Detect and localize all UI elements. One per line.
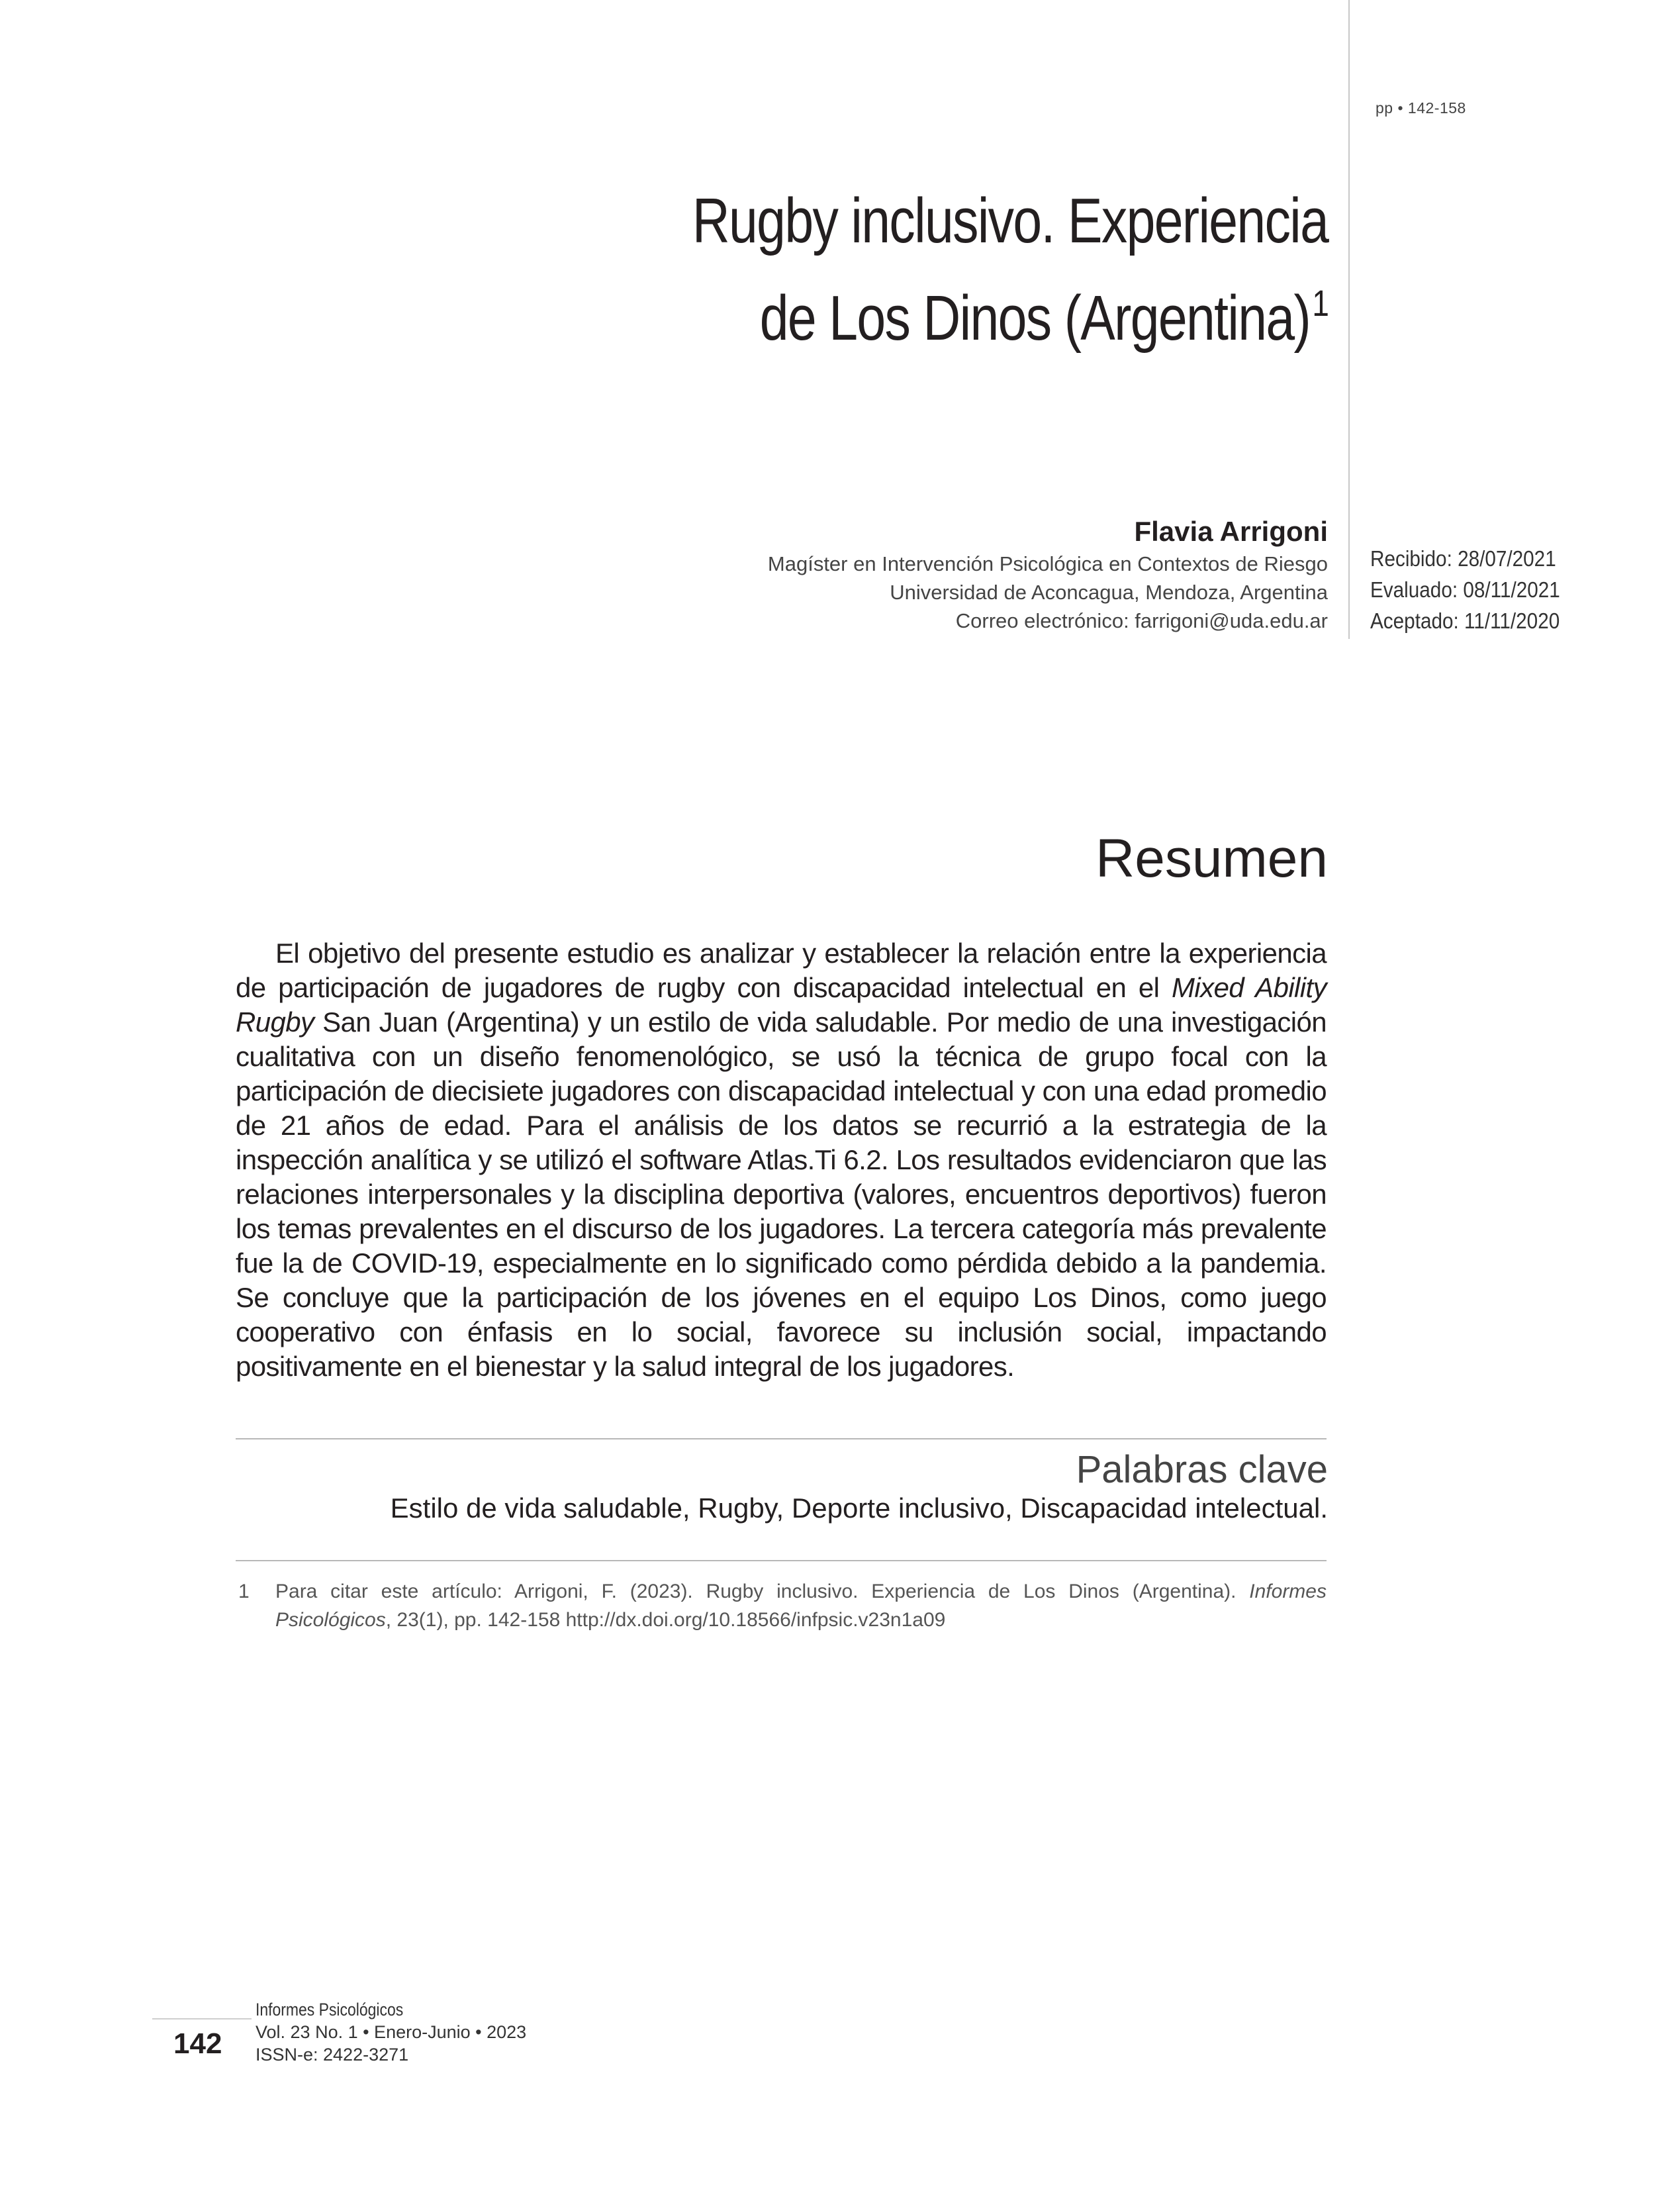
vertical-rule bbox=[1348, 0, 1350, 639]
submission-dates bbox=[1370, 543, 1560, 636]
abstract-text-2: San Juan (Argentina) y un estilo de vida saludable. Por medio de una investigación cualitativa con un diseño fenomenológico, se usó la técnica de grupo focal con la participación de diecisiete jugadores con discapacidad intelectual y con una edad promedio de 21 años de edad. Para el análisis de los datos se recurrió a la estrategia de la inspección analítica y se utilizó el software Atlas.Ti 6.2. Los resultados evidenciaron que las relaciones interpersonales y la disciplina deportiva (valores, encuentros deportivos) fueron los temas prevalentes en el discurso de los jugadores. La tercera categoría más prevalente fue la de COVID-19, especialmente en lo significado como pérdida debido a la pandemia. Se concluye que la participación de los jóvenes en el equipo Los Dinos, como juego cooperativo con énfasis en lo social, favorece su inclusión social, impactando positivamente en el bienestar y la salud integral de los jugadores. bbox=[236, 1006, 1327, 1382]
title-line-2-text: de Los Dinos (Argentina) bbox=[759, 283, 1310, 354]
keywords-bottom-rule bbox=[236, 1560, 1327, 1561]
footnote-text-1: Para citar este artículo: Arrigoni, F. (2023). Rugby inclusivo. Experiencia de Los Dinos (Argentina). bbox=[275, 1581, 1250, 1602]
journal-info bbox=[256, 1998, 526, 2066]
journal-volume: Vol. 23 No. 1 • Enero-Junio • 2023 bbox=[256, 2022, 527, 2042]
date-received: Recibido: 28/07/2021 bbox=[1370, 546, 1556, 571]
footnote-text-2: , 23(1), pp. 142-158 http://dx.doi.org/10.18566/infpsic.v23n1a09 bbox=[385, 1609, 946, 1631]
keywords-list: Estilo de vida saludable, Rugby, Deporte inclusivo, Discapacidad intelectual. bbox=[390, 1492, 1328, 1524]
page-range: pp • 142-158 bbox=[1376, 99, 1466, 117]
abstract-text-1: El objetivo del presente estudio es analizar y establecer la relación entre la experiencia de participación de jugadores de rugby con discapacidad intelectual en el bbox=[236, 938, 1327, 1003]
abstract-paragraph bbox=[236, 936, 1327, 1384]
abstract-heading: Resumen bbox=[1096, 828, 1328, 889]
date-accepted: Aceptado: 11/11/2020 bbox=[1370, 608, 1560, 633]
footnote-italic: Informes Psicológicos bbox=[275, 1581, 1327, 1631]
journal-issn: ISSN-e: 2422-3271 bbox=[256, 2045, 409, 2065]
abstract-italic: Mixed Ability Rugby bbox=[236, 972, 1327, 1038]
author-name: Flavia Arrigoni bbox=[1134, 516, 1328, 547]
page-number-rule bbox=[152, 2018, 252, 2019]
page-number: 142 bbox=[173, 2027, 222, 2060]
author-institution: Universidad de Aconcagua, Mendoza, Argentina bbox=[890, 581, 1328, 604]
journal-title: Informes Psicológicos bbox=[256, 2000, 404, 2019]
footnote-text bbox=[275, 1577, 1327, 1634]
keywords-heading: Palabras clave bbox=[1076, 1448, 1328, 1491]
author-email: Correo electrónico: farrigoni@uda.edu.ar bbox=[955, 609, 1328, 632]
citation-footnote bbox=[236, 1577, 1327, 1634]
keywords-top-rule bbox=[236, 1438, 1327, 1439]
abstract-body bbox=[236, 936, 1327, 1384]
author-block bbox=[768, 514, 1328, 635]
author-degree: Magíster en Intervención Psicológica en Contextos de Riesgo bbox=[767, 552, 1328, 575]
title-line-1: Rugby inclusivo. Experiencia bbox=[692, 185, 1328, 256]
title-footnote-mark: 1 bbox=[1312, 282, 1328, 324]
article-title bbox=[692, 180, 1328, 360]
footnote-number: 1 bbox=[238, 1581, 250, 1602]
date-evaluated: Evaluado: 08/11/2021 bbox=[1370, 577, 1560, 602]
title-line-2 bbox=[692, 262, 1328, 360]
